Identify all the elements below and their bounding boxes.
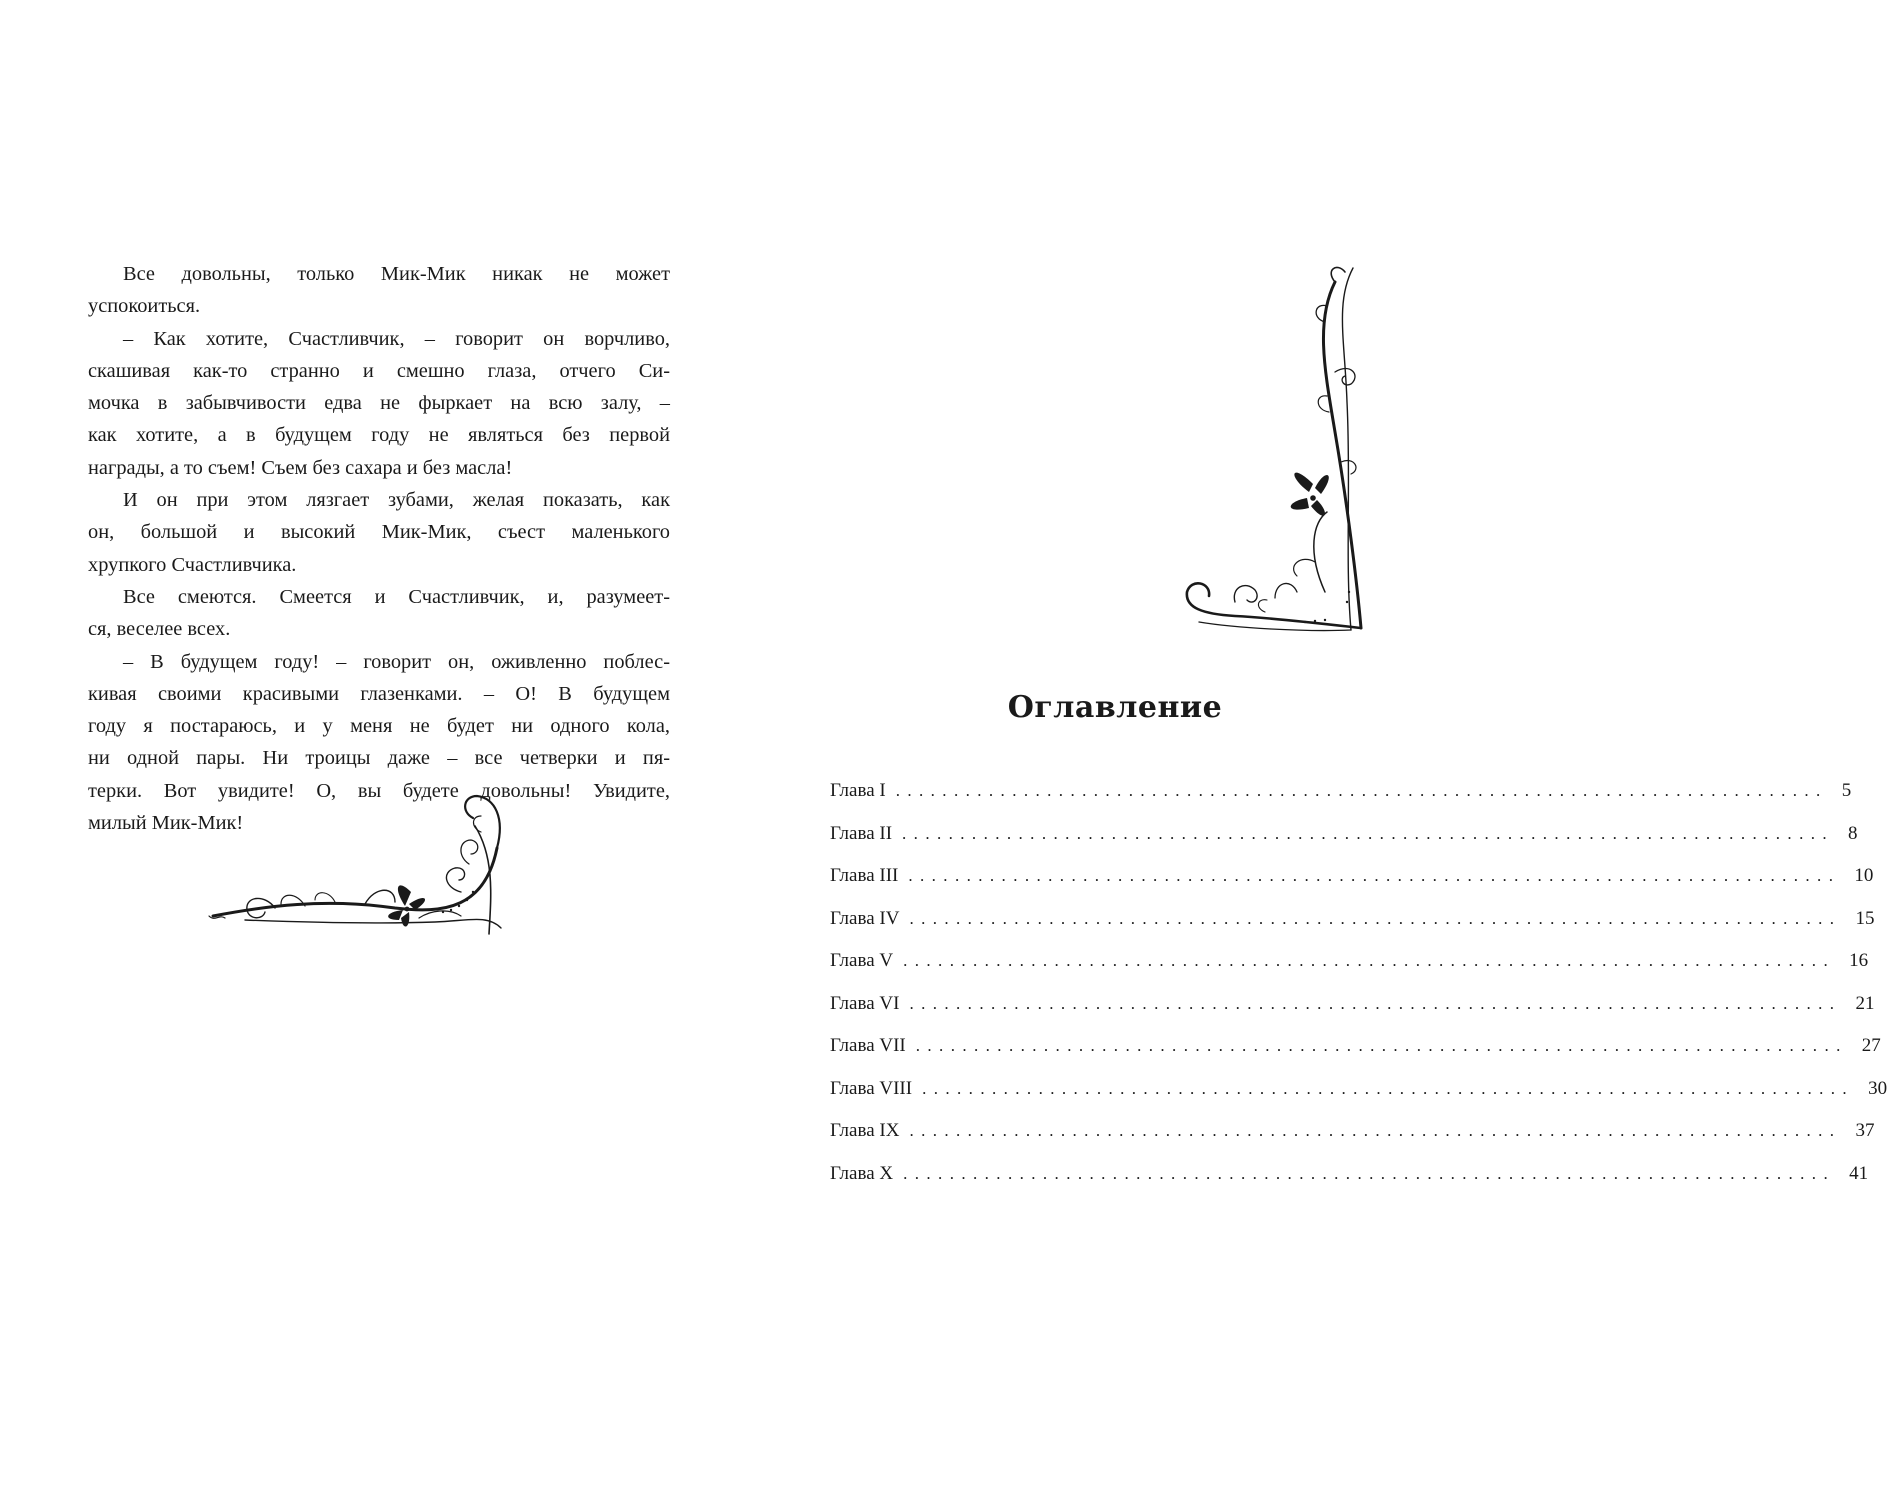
toc-entry-label: Глава VII xyxy=(830,1035,906,1056)
toc-entry-page: 5 xyxy=(1841,780,1852,801)
toc-leader-dots: ................................................................................ xyxy=(909,908,1842,928)
toc-leader-dots: ................................................................................ xyxy=(903,1163,1836,1183)
toc-entry[interactable] xyxy=(830,1035,1881,1078)
toc-entry[interactable] xyxy=(830,1120,1875,1163)
table-of-contents xyxy=(830,780,1887,1205)
toc-leader-dots: ................................................................................ xyxy=(902,823,1835,843)
toc-entry-page: 27 xyxy=(1861,1035,1881,1056)
text-line: И он при этом лязгает зубами, желая показать, как xyxy=(123,489,670,512)
text-line: ся, веселее всех. xyxy=(88,618,231,641)
toc-entry[interactable] xyxy=(830,822,1858,866)
toc-entry[interactable] xyxy=(830,1077,1887,1121)
text-line: Все довольны, только Мик-Мик никак не может xyxy=(123,263,670,285)
toc-leader-dots: ................................................................................ xyxy=(909,1121,1842,1140)
toc-entry-label: Глава X xyxy=(830,1162,894,1184)
text-line: Все смеются. Смеется и Счастливчик, и, разумеет- xyxy=(123,585,670,608)
toc-leader-dots: ................................................................................ xyxy=(903,951,1836,970)
text-line: мочка в забывчивости едва не фыркает на всю залу, – xyxy=(88,392,670,415)
toc-entry-page: 16 xyxy=(1849,950,1869,971)
toc-entry-page: 15 xyxy=(1855,907,1875,929)
toc-entry-label: Глава I xyxy=(830,780,886,801)
toc-entry-page: 10 xyxy=(1854,865,1874,886)
text-line: ни одной пары. Ни троицы даже – все четверки и пя- xyxy=(88,747,670,770)
toc-entry[interactable] xyxy=(830,992,1875,1036)
toc-leader-dots: ................................................................................ xyxy=(908,866,1841,885)
toc-entry-page: 8 xyxy=(1848,822,1858,844)
text-line: хрупкого Счастливчика. xyxy=(88,553,297,576)
toc-entry-page: 30 xyxy=(1868,1077,1887,1099)
floral-flourish-ornament-vertical xyxy=(1175,262,1365,637)
text-line: награды, а то съем! Съем без сахара и без масла! xyxy=(88,456,513,479)
toc-entry-label: Глава II xyxy=(830,822,893,844)
text-line: – В будущем году! – говорит он, оживленно поблес- xyxy=(123,650,670,673)
text-line: кивая своими красивыми глазенками. – О! В будущем xyxy=(88,682,670,705)
toc-entry[interactable] xyxy=(830,950,1869,993)
toc-entry[interactable] xyxy=(830,865,1874,908)
toc-entry[interactable] xyxy=(830,907,1875,951)
text-line: терки. Вот увидите! О, вы будете довольны! Увидите, xyxy=(88,779,670,802)
toc-leader-dots: ................................................................................ xyxy=(909,993,1842,1013)
toc-entry-page: 41 xyxy=(1849,1162,1869,1184)
toc-entry-label: Глава VIII xyxy=(830,1077,913,1099)
toc-entry-label: Глава IV xyxy=(830,907,900,929)
toc-entry[interactable] xyxy=(830,780,1852,823)
toc-entry-label: Глава VI xyxy=(830,992,900,1014)
floral-flourish-ornament xyxy=(205,788,505,940)
toc-entry-page: 37 xyxy=(1855,1120,1875,1141)
toc-entry[interactable] xyxy=(830,1162,1869,1206)
text-line: скашивая как-то странно и смешно глаза, отчего Си- xyxy=(88,359,670,382)
text-line: – Как хотите, Счастливчик, – говорит он ворчливо, xyxy=(123,327,670,350)
toc-title: Оглавление xyxy=(1007,690,1223,725)
left-page-text xyxy=(88,258,670,839)
text-line: он, большой и высокий Мик-Мик, съест маленького xyxy=(88,521,670,544)
text-line: милый Мик-Мик! xyxy=(88,812,244,835)
text-line: как хотите, а в будущем году не являться без первой xyxy=(88,424,670,447)
text-line: успокоиться. xyxy=(88,295,201,318)
toc-entry-label: Глава III xyxy=(830,865,899,886)
toc-leader-dots: ................................................................................ xyxy=(922,1078,1855,1098)
toc-entry-page: 21 xyxy=(1855,992,1875,1014)
text-line: году я постараюсь, и у меня не будет ни одного кола, xyxy=(88,715,670,738)
toc-entry-label: Глава IX xyxy=(830,1120,900,1141)
toc-leader-dots: ................................................................................ xyxy=(915,1036,1848,1055)
toc-entry-label: Глава V xyxy=(830,950,894,971)
toc-leader-dots: ................................................................................ xyxy=(895,781,1828,800)
